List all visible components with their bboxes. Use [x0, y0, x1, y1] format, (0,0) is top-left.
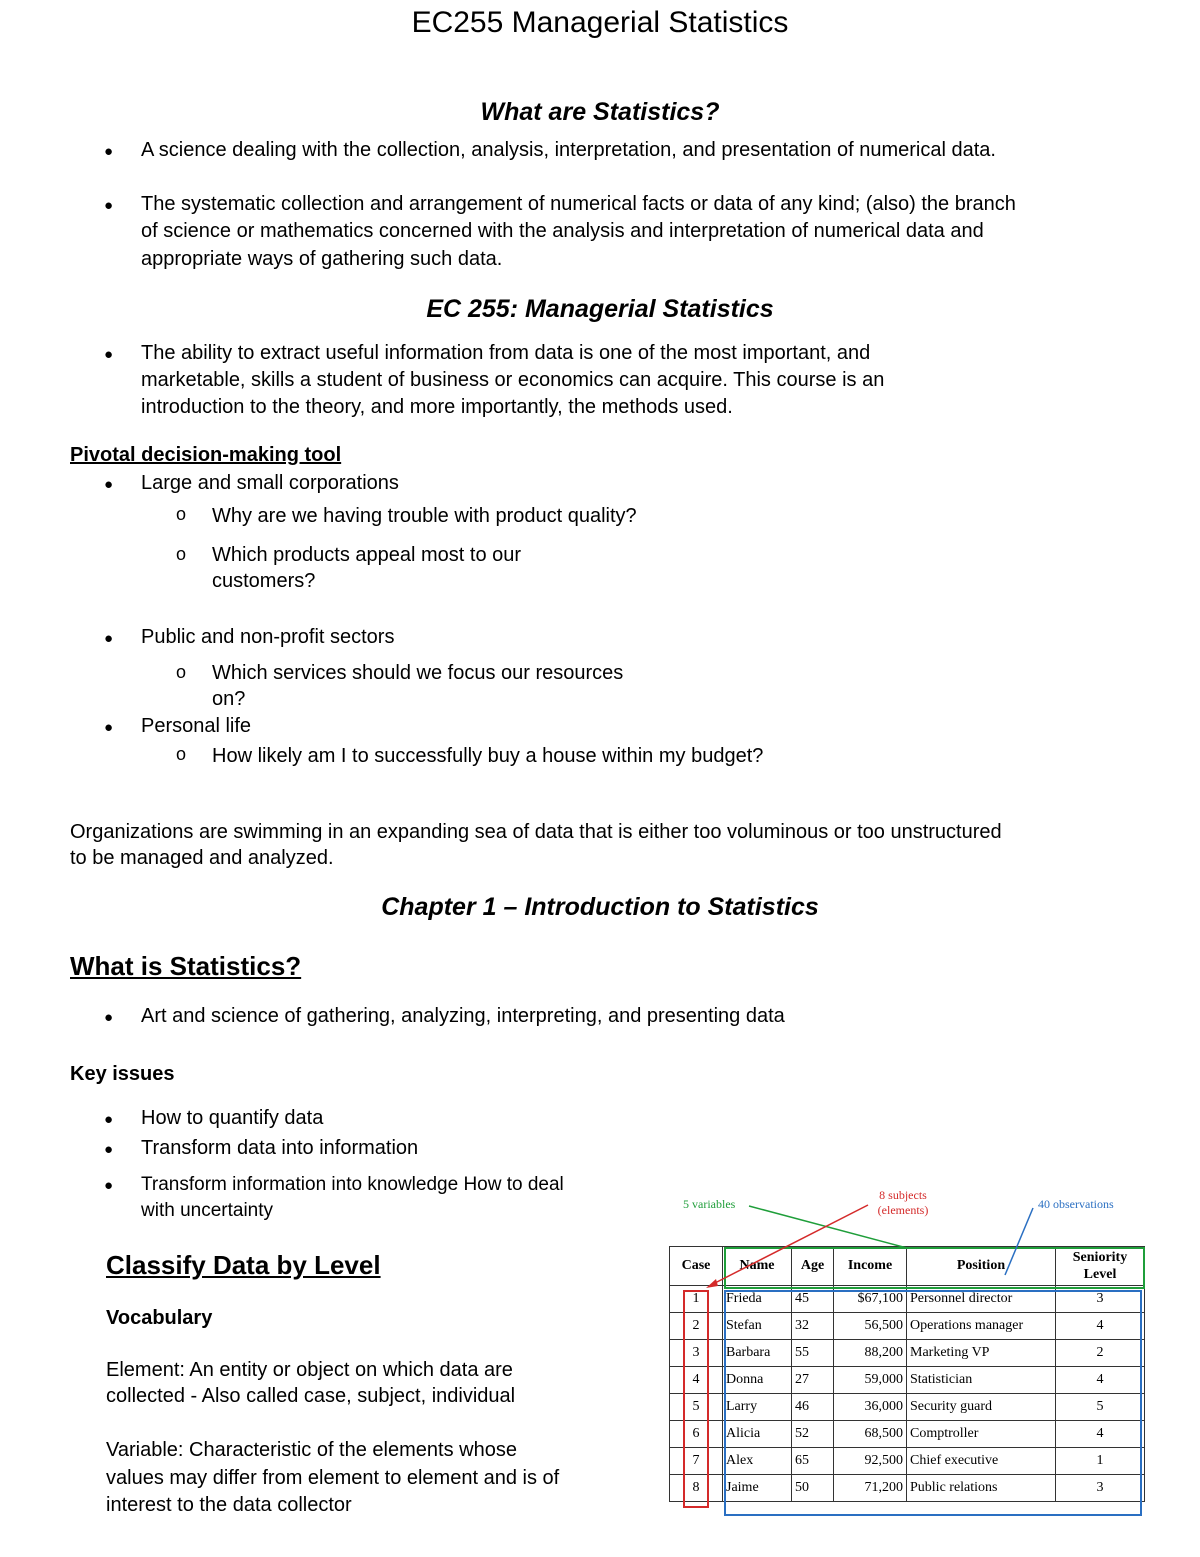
variable-definition-line-1: Variable: Characteristic of the elements whose [106, 1439, 517, 1461]
key-issue-3-line-1: Transform information into knowledge How to deal [141, 1174, 564, 1195]
cell-case: 2 [670, 1313, 723, 1340]
cell-name: Larry [723, 1394, 792, 1421]
variables-arrow [749, 1206, 907, 1248]
cell-case: 5 [670, 1394, 723, 1421]
cell-seniority: 1 [1056, 1448, 1145, 1475]
cell-income: 71,200 [834, 1475, 907, 1502]
cell-case: 6 [670, 1421, 723, 1448]
cell-age: 65 [792, 1448, 834, 1475]
circle-bullet-icon: o [176, 744, 187, 764]
cell-position: Security guard [907, 1394, 1056, 1421]
bullet-icon: ● [104, 476, 114, 493]
cell-seniority: 4 [1056, 1313, 1145, 1340]
course-desc-line-3: introduction to the theory, and more importantly, the methods used. [141, 396, 733, 418]
subjects-arrowhead [706, 1279, 718, 1288]
cell-case: 1 [670, 1286, 723, 1313]
bullet-icon: ● [104, 197, 114, 214]
key-issue-2: Transform data into information [141, 1137, 419, 1159]
bullet-icon: ● [104, 630, 114, 647]
cell-position: Operations manager [907, 1313, 1056, 1340]
cell-case: 7 [670, 1448, 723, 1475]
element-definition-line-1: Element: An entity or object on which data are [106, 1359, 513, 1381]
definition-2-line-1: The systematic collection and arrangement of numerical facts or data of any kind; (also) the branch [141, 193, 1016, 215]
cell-age: 55 [792, 1340, 834, 1367]
header-income: Income [834, 1247, 907, 1286]
course-heading: EC 255: Managerial Statistics [426, 295, 774, 323]
label-variables: 5 variables [683, 1197, 736, 1211]
cell-seniority: 5 [1056, 1394, 1145, 1421]
cell-income: $67,100 [834, 1286, 907, 1313]
course-desc-line-1: The ability to extract useful information from data is one of the most important, and [141, 342, 871, 364]
personal-question: How likely am I to successfully buy a house within my budget? [212, 745, 764, 767]
header-case: Case [670, 1247, 723, 1286]
cell-age: 50 [792, 1475, 834, 1502]
key-issue-3-line-2: with uncertainty [141, 1200, 274, 1221]
organizations-line-1: Organizations are swimming in an expanding sea of data that is either too voluminous or too unstructured [70, 821, 1002, 843]
header-name: Name [723, 1247, 792, 1286]
personal-life-item: Personal life [141, 715, 252, 737]
cell-case: 8 [670, 1475, 723, 1502]
cell-name: Donna [723, 1367, 792, 1394]
cell-position: Chief executive [907, 1448, 1056, 1475]
observations-arrow [1005, 1208, 1033, 1275]
cell-income: 36,000 [834, 1394, 907, 1421]
what-is-statistics-heading: What is Statistics? [70, 951, 302, 981]
cell-age: 27 [792, 1367, 834, 1394]
classify-heading: Classify Data by Level [106, 1250, 381, 1280]
cell-name: Barbara [723, 1340, 792, 1367]
variable-definition-line-3: interest to the data collector [106, 1494, 352, 1516]
cell-name: Stefan [723, 1313, 792, 1340]
cell-position: Marketing VP [907, 1340, 1056, 1367]
key-issues-heading: Key issues [70, 1063, 175, 1085]
cell-age: 46 [792, 1394, 834, 1421]
cell-seniority: 3 [1056, 1475, 1145, 1502]
label-observations: 40 observations [1038, 1197, 1114, 1211]
circle-bullet-icon: o [176, 662, 187, 682]
cell-name: Alex [723, 1448, 792, 1475]
header-age: Age [792, 1247, 834, 1286]
cell-position: Public relations [907, 1475, 1056, 1502]
pivotal-heading: Pivotal decision-making tool [70, 444, 342, 466]
element-definition-line-2: collected - Also called case, subject, individual [106, 1385, 516, 1407]
variable-definition-line-2: values may differ from element to element and is of [106, 1467, 560, 1489]
bullet-icon: ● [104, 346, 114, 363]
observations-box [725, 1291, 1141, 1515]
corporations-question-2-line-1: Which products appeal most to our [212, 544, 522, 566]
cell-age: 32 [792, 1313, 834, 1340]
public-sector-item: Public and non-profit sectors [141, 626, 395, 648]
definition-2-line-2: of science or mathematics concerned with the analysis and interpretation of numerical data and [141, 220, 984, 242]
cell-position: Personnel director [907, 1286, 1056, 1313]
label-subjects-line-1: 8 subjects [879, 1188, 927, 1202]
bullet-icon: ● [104, 1177, 114, 1194]
course-desc-line-2: marketable, skills a student of business or economics can acquire. This course is an [141, 369, 885, 391]
circle-bullet-icon: o [176, 504, 187, 524]
bullet-icon: ● [104, 143, 114, 160]
cell-name: Jaime [723, 1475, 792, 1502]
corporations-question-1: Why are we having trouble with product quality? [212, 505, 637, 527]
key-issue-1: How to quantify data [141, 1107, 324, 1129]
organizations-line-2: to be managed and analyzed. [70, 847, 334, 869]
cell-seniority: 2 [1056, 1340, 1145, 1367]
header-position: Position [907, 1247, 1056, 1286]
what-are-statistics-heading: What are Statistics? [480, 98, 720, 126]
bullet-icon: ● [104, 1111, 114, 1128]
cell-income: 88,200 [834, 1340, 907, 1367]
cell-age: 45 [792, 1286, 834, 1313]
bullet-icon: ● [104, 719, 114, 736]
cell-case: 3 [670, 1340, 723, 1367]
bullet-icon: ● [104, 1141, 114, 1158]
cell-case: 4 [670, 1367, 723, 1394]
bullet-icon: ● [104, 1009, 114, 1026]
cell-age: 52 [792, 1421, 834, 1448]
public-question-line-2: on? [212, 688, 246, 710]
cell-income: 59,000 [834, 1367, 907, 1394]
variables-box [725, 1248, 1144, 1288]
circle-bullet-icon: o [176, 544, 187, 564]
header-seniority: Seniority Level [1056, 1247, 1145, 1286]
public-question-line-1: Which services should we focus our resources [212, 662, 624, 684]
subjects-box [684, 1291, 708, 1507]
vocabulary-heading: Vocabulary [106, 1307, 213, 1329]
corporations-question-2-line-2: customers? [212, 570, 316, 592]
definition-2-line-3: appropriate ways of gathering such data. [141, 248, 503, 270]
cell-income: 68,500 [834, 1421, 907, 1448]
definition-1: A science dealing with the collection, analysis, interpretation, and presentation of numerical data. [141, 139, 996, 161]
chapter-heading: Chapter 1 – Introduction to Statistics [381, 893, 819, 921]
cell-position: Statistician [907, 1367, 1056, 1394]
cell-position: Comptroller [907, 1421, 1056, 1448]
cell-income: 56,500 [834, 1313, 907, 1340]
corporations-item: Large and small corporations [141, 472, 399, 494]
cell-name: Alicia [723, 1421, 792, 1448]
statistics-definition: Art and science of gathering, analyzing, interpreting, and presenting data [141, 1005, 785, 1027]
label-subjects-line-2: (elements) [877, 1203, 929, 1217]
cell-seniority: 3 [1056, 1286, 1145, 1313]
cell-seniority: 4 [1056, 1421, 1145, 1448]
document-title: EC255 Managerial Statistics [411, 6, 789, 39]
cell-name: Frieda [723, 1286, 792, 1313]
cell-income: 92,500 [834, 1448, 907, 1475]
cell-seniority: 4 [1056, 1367, 1145, 1394]
